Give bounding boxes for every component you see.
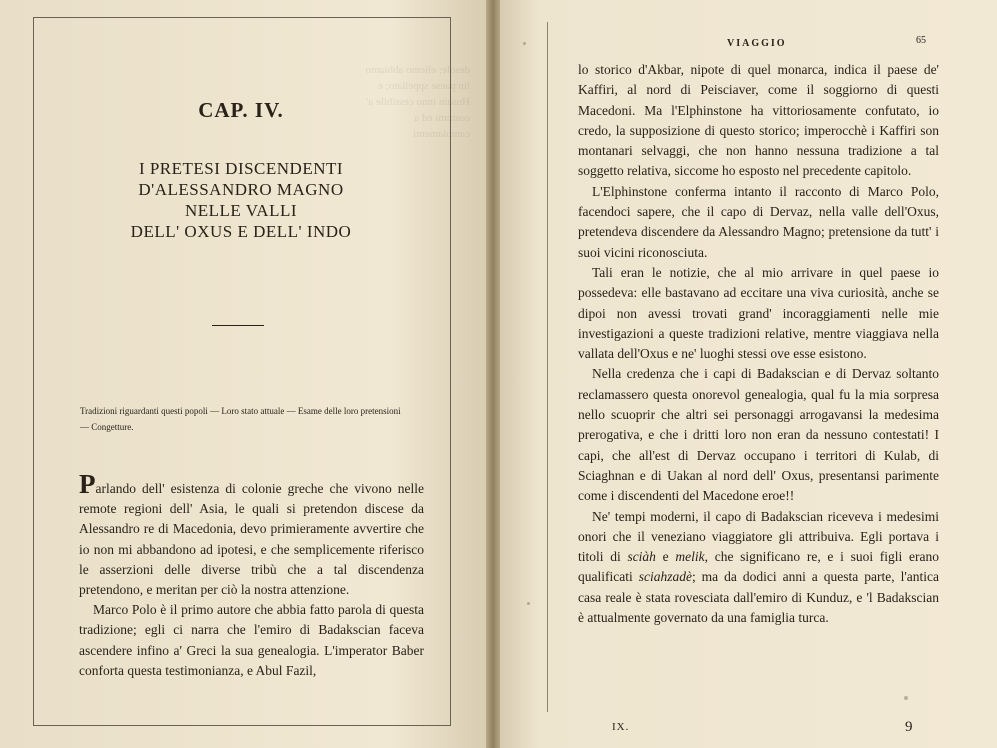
chapter-title (33, 158, 449, 242)
paragraph (79, 469, 424, 600)
paragraph-text: ; ma da dodici anni a questa parte, l'antica casa reale è stata rovesciata dall'emiro di Kunduz, e 'l Badakscian è attualmente governato da una famiglia turca. (578, 569, 939, 626)
paragraph: Nella credenza che i capi di Badakscian e di Dervaz soltanto reclamassero questa onorevol genealogia, qual fu la mia sorpresa nello scuoprir che altri sei personaggi arrogavansi la medesima prerogativa, e che i dritti loro non eran da nessuno contestati! I capi, che all'est di Dervaz occupano i territori di Kulab, di Sciaghnan e di Uakan al nord dell' Oxus, presentansi parimente come i discendenti del Macedone eroe!! (578, 366, 939, 504)
book-gutter (486, 0, 500, 748)
paragraph-text: Ne' tempi moderni, il capo di Badakscian riceveva i medesimi onori che il veneziano viaggiatore gli attribuiva. Egli portava i titoli di (578, 508, 939, 565)
left-page (0, 0, 488, 748)
chapter-title-line: NELLE VALLI (184, 201, 298, 220)
drop-cap: P (79, 469, 96, 499)
chapter-number: CAP. IV. (198, 98, 284, 122)
chapter-title-line: DELL' OXUS E DELL' INDO (130, 222, 352, 241)
paragraph: Tali eran le notizie, che al mio arrivare in quel paese io possedeva: elle bastavano ad eccitare una viva curiosità, anche se dipoi non avessi trovati grand' incoraggiamenti nelle mie investigazioni a queste tradizioni relative, mentre viaggiava nella vallata dell'Oxus e ne' luoghi stessi ove esse esistono. (578, 264, 939, 362)
title-rule (212, 325, 264, 326)
paragraph: L'Elphinstone conferma intanto il racconto di Marco Polo, facendoci sapere, che il capo di Dervaz, nella valle dell'Oxus, pretendeva discendere da Alessandro Magno; pretensione da tutt' i suoi vicini riconosciuta. (578, 183, 939, 260)
signature-mark: IX. (612, 721, 630, 733)
right-body-text (578, 60, 939, 628)
paragraph: Marco Polo è il primo autore che abbia fatto parola di questa tradizione; egli ci narra che l'emiro di Badakscian faceva ascendere infino a' Greci la sua genealogia. L'imperator Baber conforta questa testimonianza, e Abul Fazil, (79, 602, 424, 678)
paragraph-text: arlando dell' esistenza di colonie greche che vivono nelle remote regioni dell' Asia, le quali si pretendon discese da Alessandro re di Macedonia, devo primieramente avvertire che io non mi abbandono ad ipotesi, e che semplicemente riferisco le asserzioni delle diverse tribù che a tal discendenza pretendono, e meritan per ciò la nostra attenzione. (79, 481, 424, 598)
chapter-summary: Tradizioni riguardanti questi popoli — Loro stato attuale — Esame delle loro pretensioni — Congetture. (80, 406, 401, 432)
page-number: 65 (916, 35, 926, 46)
running-head: VIAGGIO (727, 38, 787, 49)
paragraph (578, 507, 939, 629)
ink-spot (523, 42, 526, 45)
italic-term: melik (675, 549, 705, 565)
paragraph-text: , che significano re, e i suoi figli erano qualificati (578, 549, 939, 585)
italic-term: sciàh (627, 549, 656, 565)
paragraph-text: e (655, 549, 676, 565)
ink-spot (904, 696, 908, 700)
signature-number: 9 (905, 719, 913, 735)
left-body-text (79, 469, 424, 681)
bleed-through-text: desole; eliemo abbiamo lin paese sppellato; e Husain inno cessibile a' costumi ed a cambiamenti (365, 64, 470, 140)
paragraph: lo storico d'Akbar, nipote di quel monarca, indica il paese de' Kaffiri, al nord di Peisciaver, come il soggiorno di questi Macedoni. Ma l'Elphinstone ha vittoriosamente confutato, io credo, la supposizione di questo storico; imperocchè i Kaffiri son montanari selvaggi, che non hanno nessuna tradizione a tal soggetto relativa, siccome ho esposto nel precedente capitolo. (578, 62, 939, 179)
chapter-title-line: I PRETESI DISCENDENTI (138, 159, 344, 178)
ink-spot (527, 602, 530, 605)
italic-term: sciahzadè (638, 569, 692, 585)
chapter-title-line: D'ALESSANDRO MAGNO (138, 180, 344, 199)
